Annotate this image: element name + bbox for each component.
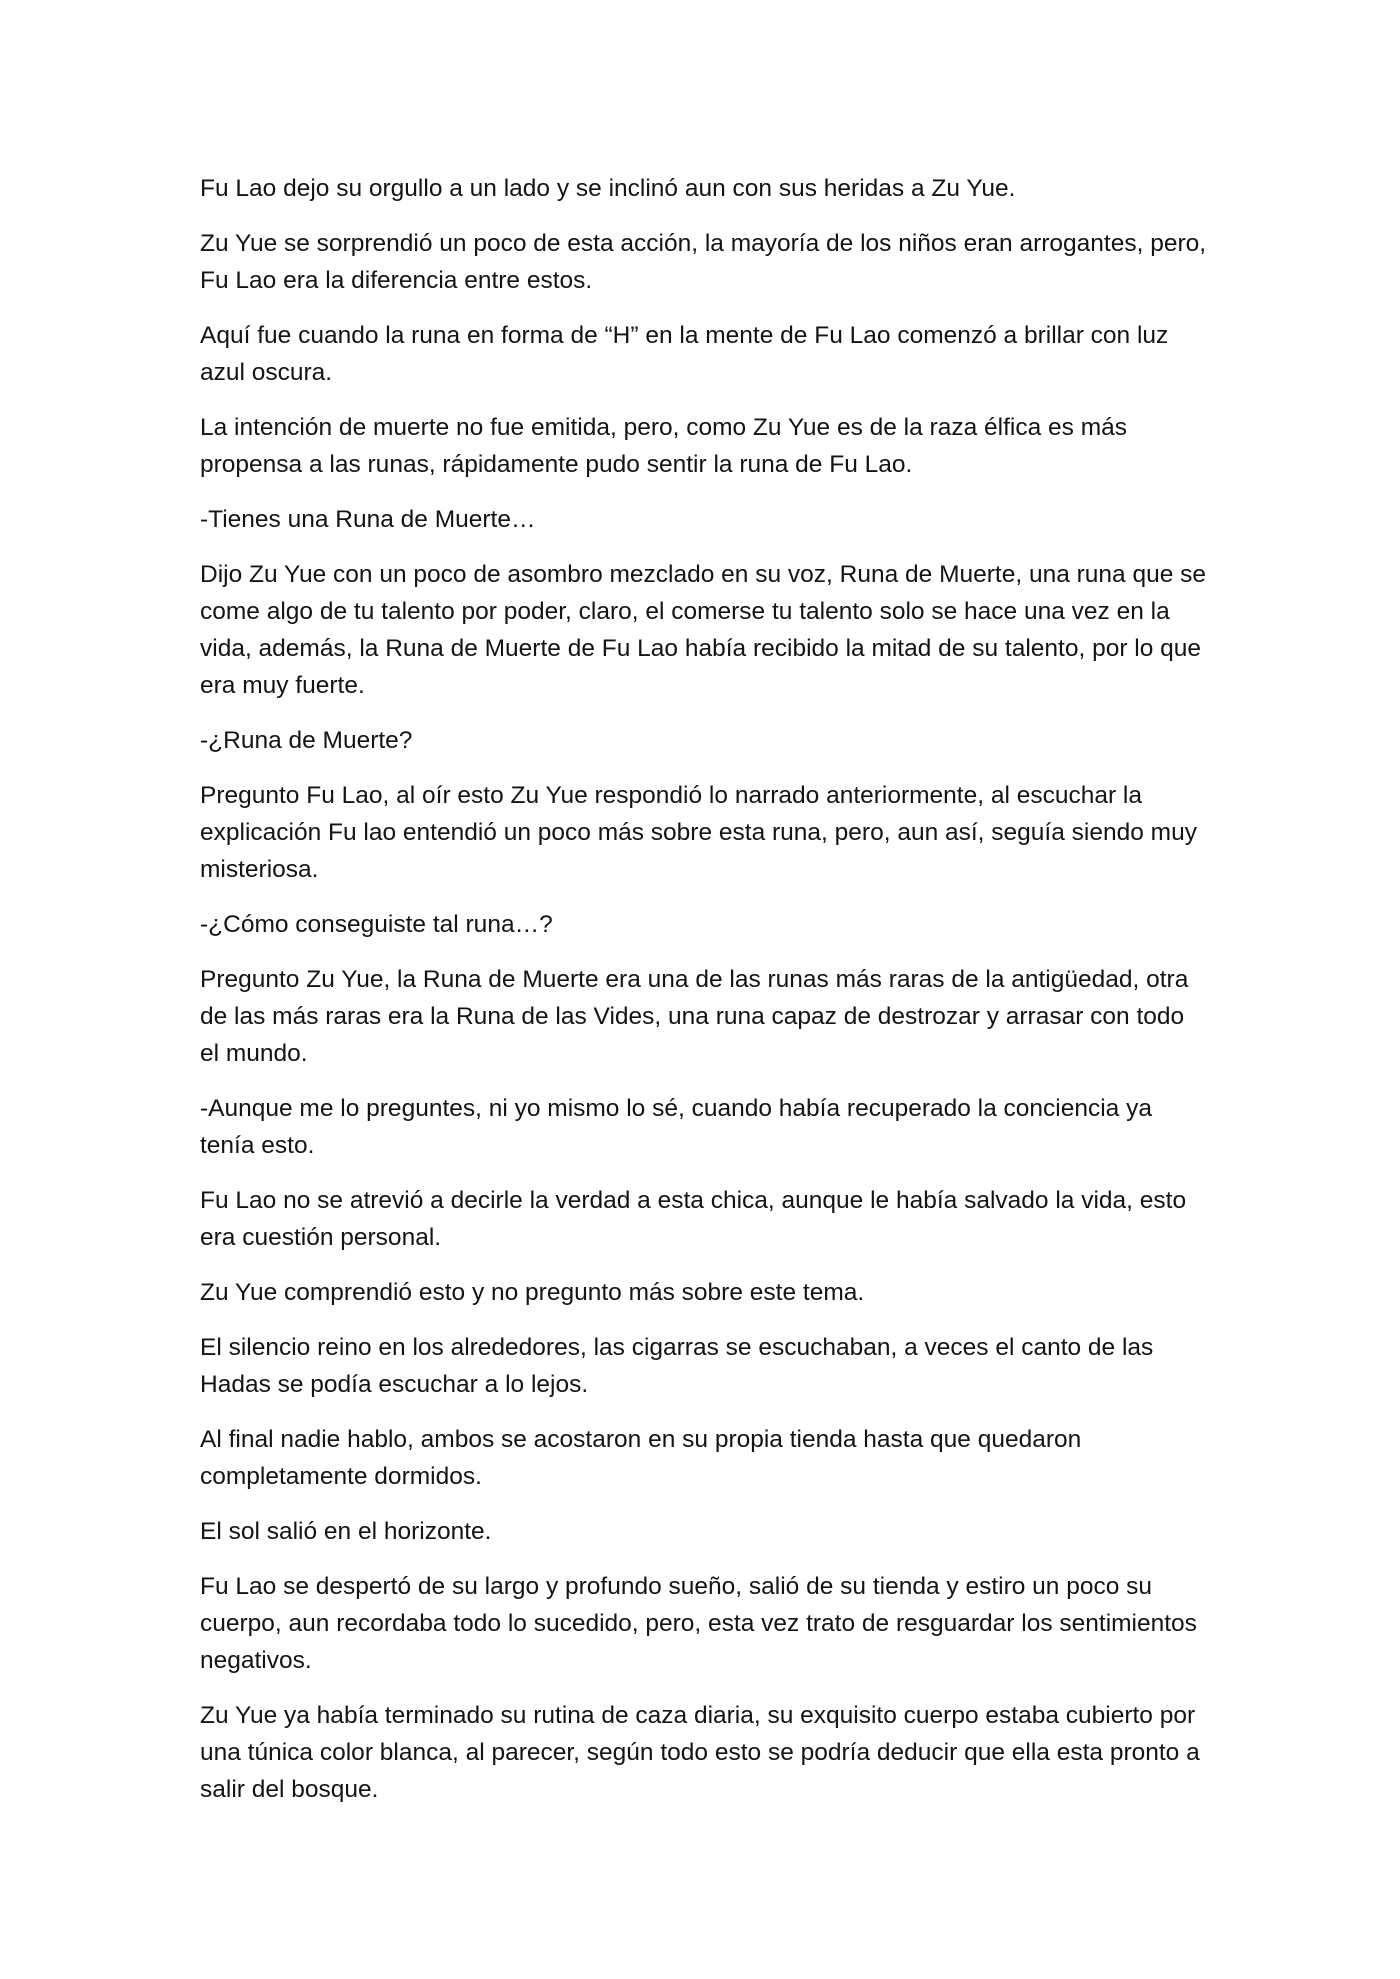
paragraph: Fu Lao no se atrevió a decirle la verdad a esta chica, aunque le había salvado la vida, esto era cuestión personal. bbox=[200, 1187, 1187, 1251]
paragraph: Zu Yue ya había terminado su rutina de caza diaria, su exquisito cuerpo estaba cubierto por una túnica color blanca, al parecer, según todo esto se podría deducir que ella esta pronto a salir del bosque. bbox=[200, 1702, 1200, 1803]
paragraph: Al final nadie hablo, ambos se acostaron en su propia tienda hasta que quedaron completamente dormidos. bbox=[200, 1426, 1082, 1490]
paragraph: -¿Runa de Muerte? bbox=[200, 727, 413, 754]
paragraph: Zu Yue comprendió esto y no pregunto más sobre este tema. bbox=[200, 1279, 865, 1306]
paragraph: Fu Lao se despertó de su largo y profundo sueño, salió de su tienda y estiro un poco su cuerpo, aun recordaba todo lo sucedido, pero, esta vez trato de resguardar los sentimientos negativos. bbox=[200, 1573, 1197, 1674]
paragraph: Aquí fue cuando la runa en forma de “H” en la mente de Fu Lao comenzó a brillar con luz azul oscura. bbox=[200, 322, 1169, 386]
paragraph: Fu Lao dejo su orgullo a un lado y se inclinó aun con sus heridas a Zu Yue. bbox=[200, 175, 1016, 202]
paragraph: Pregunto Fu Lao, al oír esto Zu Yue respondió lo narrado anteriormente, al escuchar la explicación Fu lao entendió un poco más sobre esta runa, pero, aun así, seguía siendo muy misteriosa. bbox=[200, 782, 1197, 883]
paragraph: Dijo Zu Yue con un poco de asombro mezclado en su voz, Runa de Muerte, una runa que se come algo de tu talento por poder, claro, el comerse tu talento solo se hace una vez en la vida, además, la Runa de Muerte de Fu Lao había recibido la mitad de su talento, por lo que era muy fuerte. bbox=[200, 561, 1207, 699]
paragraph: Zu Yue se sorprendió un poco de esta acción, la mayoría de los niños eran arrogantes, pero, Fu Lao era la diferencia entre estos. bbox=[200, 230, 1207, 294]
paragraph: El silencio reino en los alrededores, las cigarras se escuchaban, a veces el canto de las Hadas se podía escuchar a lo lejos. bbox=[200, 1334, 1154, 1398]
paragraph: La intención de muerte no fue emitida, pero, como Zu Yue es de la raza élfica es más propensa a las runas, rápidamente pudo sentir la runa de Fu Lao. bbox=[200, 414, 1127, 478]
paragraph: -Tienes una Runa de Muerte… bbox=[200, 506, 536, 533]
document-page bbox=[200, 170, 1210, 1826]
paragraph: -¿Cómo conseguiste tal runa…? bbox=[200, 911, 553, 938]
paragraph: Pregunto Zu Yue, la Runa de Muerte era una de las runas más raras de la antigüedad, otra de las más raras era la Runa de las Vides, una runa capaz de destrozar y arrasar con todo el mundo. bbox=[200, 966, 1189, 1067]
paragraph: El sol salió en el horizonte. bbox=[200, 1518, 492, 1545]
paragraph: -Aunque me lo preguntes, ni yo mismo lo sé, cuando había recuperado la conciencia ya tenía esto. bbox=[200, 1095, 1152, 1159]
